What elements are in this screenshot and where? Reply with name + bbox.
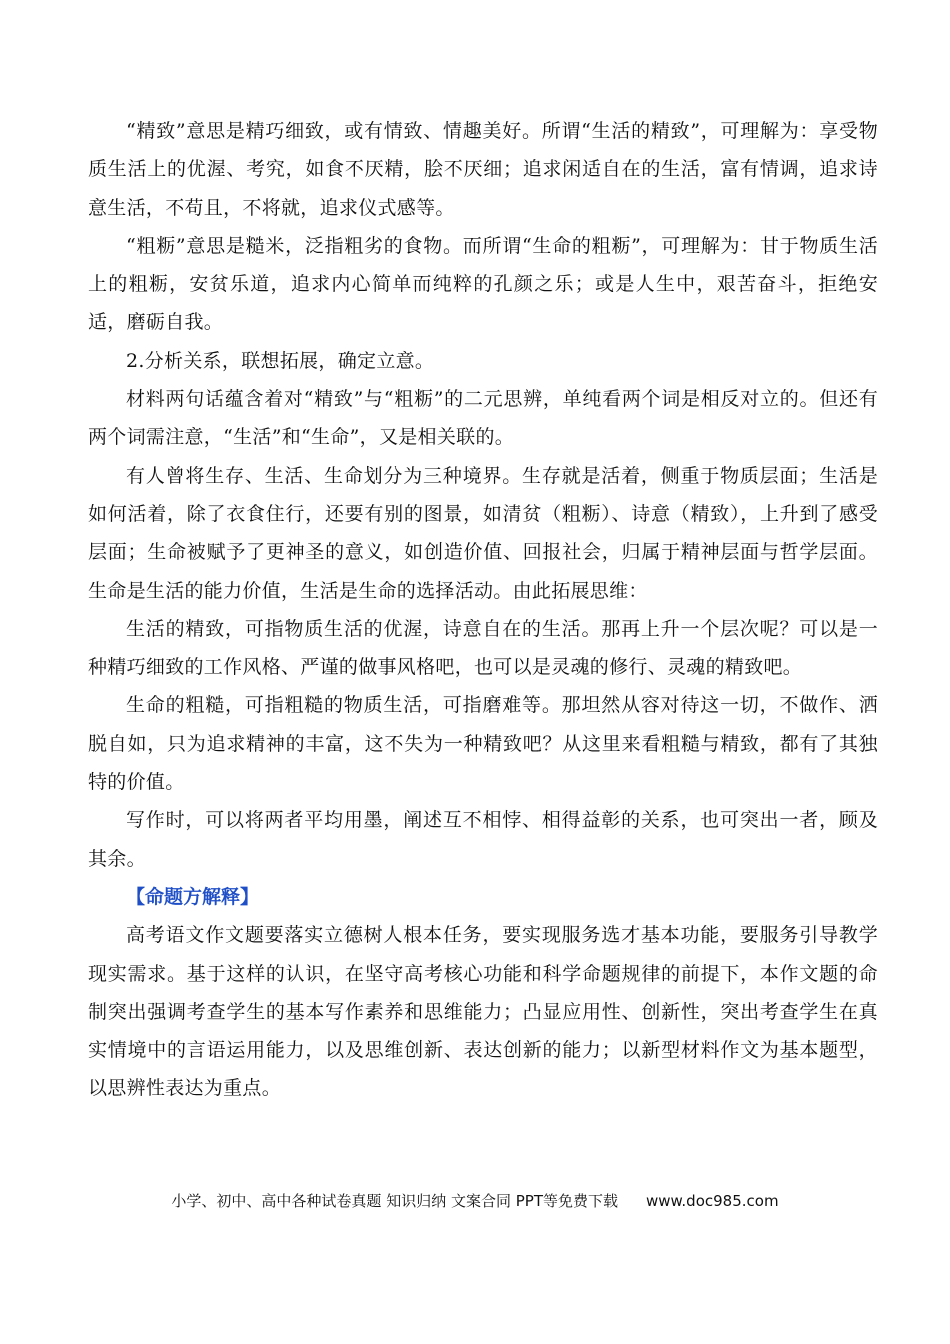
paragraph-writing-advice: 写作时，可以将两者平均用墨，阐述互不相悖、相得益彰的关系，也可突出一者，顾及其余。 [88, 809, 878, 870]
paragraph-three-realms: 有人曾将生存、生活、生命划分为三种境界。生存就是活着，侧重于物质层面；生活是如何活着，除了衣食住行，还要有别的图景，如清贫（粗粝）、诗意（精致），上升到了感受层面；生命被赋予了更神圣的意义，如创造价值、回报社会，归属于精神层面与哲学层面。生命是生活的能力价值，生活是生命的选择活动。由此拓展思维： [88, 464, 878, 602]
paragraph-step-2: 2.分析关系，联想拓展，确定立意。 [126, 349, 435, 372]
section-heading: 【命题方解释】 [126, 885, 260, 908]
paragraph-life-refined: 生活的精致，可指物质生活的优渥，诗意自在的生活。那再上升一个层次呢？可以是一种精巧细致的工作风格、严谨的做事风格吧，也可以是灵魂的修行、灵魂的精致吧。 [88, 617, 878, 679]
paragraph-culi-definition: “粗粝”意思是糙米，泛指粗劣的食物。而所谓“生命的粗粝”，可理解为：甘于物质生活上的粗粝，安贫乐道，追求内心简单而纯粹的孔颜之乐；或是人生中，艰苦奋斗，拒绝安适，磨砺自我。 [88, 234, 878, 334]
footer-text: 小学、初中、高中各种试卷真题 知识归纳 文案合同 PPT等免费下载 [171, 1192, 618, 1210]
page-footer [0, 1190, 950, 1211]
paragraph-jingzhi-definition: “精致”意思是精巧细致，或有情致、情趣美好。所谓“生活的精致”，可理解为：享受物质生活上的优渥、考究，如食不厌精，脍不厌细；追求闲适自在的生活，富有情调，追求诗意生活，不苟且，不将就，追求仪式感等。 [88, 120, 878, 219]
paragraph-examiner-explanation: 高考语文作文题要落实立德树人根本任务，要实现服务选才基本功能，要服务引导教学现实需求。基于这样的认识，在坚守高考核心功能和科学命题规律的前提下，本作文题的命制突出强调考查学生的基本写作素养和思维能力；凸显应用性、创新性，突出考查学生在真实情境中的言语运用能力，以及思维创新、表达创新的能力；以新型材料作文为基本题型，以思辨性表达为重点。 [88, 924, 878, 1100]
document-body [88, 112, 878, 1108]
paragraph-life-rough: 生命的粗糙，可指粗糙的物质生活，可指磨难等。那坦然从容对待这一切，不做作、洒脱自如，只为追求精神的丰富，这不失为一种精致吧？从这里来看粗糙与精致，都有了其独特的价值。 [88, 694, 878, 794]
paragraph-dialectic: 材料两句话蕴含着对“精致”与“粗粝”的二元思辨，单纯看两个词是相反对立的。但还有两个词需注意，“生活”和“生命”，又是相关联的。 [88, 388, 878, 449]
footer-url[interactable]: www.doc985.com [645, 1192, 779, 1210]
